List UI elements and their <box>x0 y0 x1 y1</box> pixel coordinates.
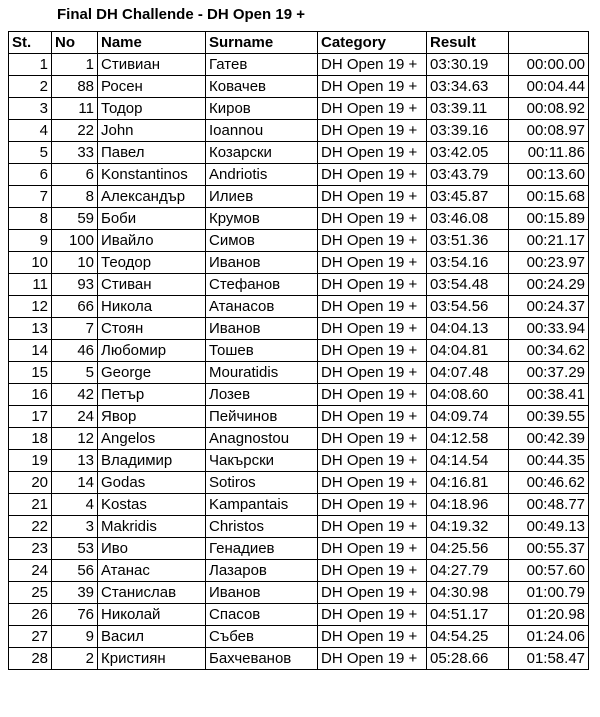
result-cell: 03:39.11 <box>427 98 509 120</box>
gap-cell: 00:13.60 <box>509 164 589 186</box>
gap-cell: 00:08.97 <box>509 120 589 142</box>
position-cell: 19 <box>9 450 52 472</box>
gap-cell: 01:00.79 <box>509 582 589 604</box>
category-cell: DH Open 19 + <box>318 274 427 296</box>
category-cell: DH Open 19 + <box>318 208 427 230</box>
gap-cell: 01:24.06 <box>509 626 589 648</box>
number-cell: 24 <box>52 406 98 428</box>
table-row <box>9 186 589 208</box>
gap-cell: 00:49.13 <box>509 516 589 538</box>
surname-cell: Козарски <box>206 142 318 164</box>
table-row <box>9 560 589 582</box>
name-cell: Стивиан <box>98 54 206 76</box>
surname-cell: Sotiros <box>206 472 318 494</box>
name-cell: George <box>98 362 206 384</box>
number-cell: 88 <box>52 76 98 98</box>
category-cell: DH Open 19 + <box>318 648 427 670</box>
position-cell: 22 <box>9 516 52 538</box>
position-cell: 23 <box>9 538 52 560</box>
surname-cell: Лазаров <box>206 560 318 582</box>
surname-cell: Симов <box>206 230 318 252</box>
category-cell: DH Open 19 + <box>318 362 427 384</box>
name-cell: Ивайло <box>98 230 206 252</box>
header-gap <box>509 32 589 54</box>
header-result: Result <box>427 32 509 54</box>
gap-cell: 00:24.29 <box>509 274 589 296</box>
surname-cell: Крумов <box>206 208 318 230</box>
position-cell: 17 <box>9 406 52 428</box>
table-row <box>9 604 589 626</box>
surname-cell: Илиев <box>206 186 318 208</box>
position-cell: 26 <box>9 604 52 626</box>
position-cell: 20 <box>9 472 52 494</box>
name-cell: Makridis <box>98 516 206 538</box>
name-cell: Явор <box>98 406 206 428</box>
name-cell: Боби <box>98 208 206 230</box>
name-cell: Владимир <box>98 450 206 472</box>
header-no: No <box>52 32 98 54</box>
number-cell: 10 <box>52 252 98 274</box>
gap-cell: 00:48.77 <box>509 494 589 516</box>
surname-cell: Стефанов <box>206 274 318 296</box>
header-name: Name <box>98 32 206 54</box>
table-row <box>9 252 589 274</box>
number-cell: 33 <box>52 142 98 164</box>
number-cell: 4 <box>52 494 98 516</box>
number-cell: 11 <box>52 98 98 120</box>
result-cell: 04:54.25 <box>427 626 509 648</box>
gap-cell: 00:39.55 <box>509 406 589 428</box>
gap-cell: 00:34.62 <box>509 340 589 362</box>
category-cell: DH Open 19 + <box>318 406 427 428</box>
position-cell: 24 <box>9 560 52 582</box>
surname-cell: Тошев <box>206 340 318 362</box>
category-cell: DH Open 19 + <box>318 384 427 406</box>
name-cell: Александър <box>98 186 206 208</box>
surname-cell: Чакърски <box>206 450 318 472</box>
category-cell: DH Open 19 + <box>318 560 427 582</box>
position-cell: 12 <box>9 296 52 318</box>
result-cell: 04:08.60 <box>427 384 509 406</box>
number-cell: 53 <box>52 538 98 560</box>
number-cell: 5 <box>52 362 98 384</box>
number-cell: 59 <box>52 208 98 230</box>
result-cell: 04:04.13 <box>427 318 509 340</box>
name-cell: Павел <box>98 142 206 164</box>
name-cell: Росен <box>98 76 206 98</box>
result-cell: 04:09.74 <box>427 406 509 428</box>
number-cell: 76 <box>52 604 98 626</box>
number-cell: 8 <box>52 186 98 208</box>
number-cell: 42 <box>52 384 98 406</box>
category-cell: DH Open 19 + <box>318 450 427 472</box>
name-cell: Никола <box>98 296 206 318</box>
surname-cell: Ioannou <box>206 120 318 142</box>
position-cell: 3 <box>9 98 52 120</box>
table-row <box>9 98 589 120</box>
gap-cell: 01:58.47 <box>509 648 589 670</box>
position-cell: 21 <box>9 494 52 516</box>
position-cell: 27 <box>9 626 52 648</box>
table-row <box>9 428 589 450</box>
category-cell: DH Open 19 + <box>318 538 427 560</box>
name-cell: Стиван <box>98 274 206 296</box>
number-cell: 66 <box>52 296 98 318</box>
result-cell: 04:12.58 <box>427 428 509 450</box>
table-row <box>9 472 589 494</box>
number-cell: 9 <box>52 626 98 648</box>
surname-cell: Mouratidis <box>206 362 318 384</box>
position-cell: 10 <box>9 252 52 274</box>
result-cell: 03:42.05 <box>427 142 509 164</box>
gap-cell: 00:11.86 <box>509 142 589 164</box>
gap-cell: 00:21.17 <box>509 230 589 252</box>
category-cell: DH Open 19 + <box>318 252 427 274</box>
category-cell: DH Open 19 + <box>318 54 427 76</box>
header-category: Category <box>318 32 427 54</box>
number-cell: 46 <box>52 340 98 362</box>
position-cell: 6 <box>9 164 52 186</box>
category-cell: DH Open 19 + <box>318 296 427 318</box>
surname-cell: Иванов <box>206 252 318 274</box>
result-cell: 04:27.79 <box>427 560 509 582</box>
number-cell: 56 <box>52 560 98 582</box>
number-cell: 93 <box>52 274 98 296</box>
category-cell: DH Open 19 + <box>318 428 427 450</box>
name-cell: Konstantinos <box>98 164 206 186</box>
name-cell: Иво <box>98 538 206 560</box>
number-cell: 14 <box>52 472 98 494</box>
gap-cell: 00:15.89 <box>509 208 589 230</box>
table-row <box>9 516 589 538</box>
number-cell: 7 <box>52 318 98 340</box>
position-cell: 15 <box>9 362 52 384</box>
table-row <box>9 230 589 252</box>
position-cell: 18 <box>9 428 52 450</box>
category-cell: DH Open 19 + <box>318 472 427 494</box>
gap-cell: 01:20.98 <box>509 604 589 626</box>
gap-cell: 00:08.92 <box>509 98 589 120</box>
category-cell: DH Open 19 + <box>318 186 427 208</box>
gap-cell: 00:04.44 <box>509 76 589 98</box>
surname-cell: Ковачев <box>206 76 318 98</box>
table-row <box>9 274 589 296</box>
position-cell: 2 <box>9 76 52 98</box>
name-cell: Теодор <box>98 252 206 274</box>
result-cell: 03:51.36 <box>427 230 509 252</box>
number-cell: 2 <box>52 648 98 670</box>
table-row <box>9 296 589 318</box>
surname-cell: Иванов <box>206 318 318 340</box>
gap-cell: 00:57.60 <box>509 560 589 582</box>
position-cell: 7 <box>9 186 52 208</box>
surname-cell: Генадиев <box>206 538 318 560</box>
surname-cell: Гатев <box>206 54 318 76</box>
surname-cell: Anagnostou <box>206 428 318 450</box>
surname-cell: Иванов <box>206 582 318 604</box>
name-cell: Петър <box>98 384 206 406</box>
table-row <box>9 340 589 362</box>
table-row <box>9 164 589 186</box>
number-cell: 1 <box>52 54 98 76</box>
table-row <box>9 626 589 648</box>
category-cell: DH Open 19 + <box>318 516 427 538</box>
surname-cell: Събев <box>206 626 318 648</box>
position-cell: 8 <box>9 208 52 230</box>
surname-cell: Пейчинов <box>206 406 318 428</box>
table-row <box>9 318 589 340</box>
gap-cell: 00:37.29 <box>509 362 589 384</box>
gap-cell: 00:44.35 <box>509 450 589 472</box>
name-cell: Godas <box>98 472 206 494</box>
name-cell: Кристиян <box>98 648 206 670</box>
number-cell: 100 <box>52 230 98 252</box>
result-cell: 03:34.63 <box>427 76 509 98</box>
surname-cell: Атанасов <box>206 296 318 318</box>
number-cell: 13 <box>52 450 98 472</box>
position-cell: 28 <box>9 648 52 670</box>
number-cell: 6 <box>52 164 98 186</box>
result-cell: 03:45.87 <box>427 186 509 208</box>
surname-cell: Бахчеванов <box>206 648 318 670</box>
category-cell: DH Open 19 + <box>318 582 427 604</box>
name-cell: Николай <box>98 604 206 626</box>
name-cell: Любомир <box>98 340 206 362</box>
table-row <box>9 208 589 230</box>
gap-cell: 00:55.37 <box>509 538 589 560</box>
table-row <box>9 582 589 604</box>
result-cell: 04:18.96 <box>427 494 509 516</box>
result-cell: 03:54.16 <box>427 252 509 274</box>
surname-cell: Andriotis <box>206 164 318 186</box>
surname-cell: Kampantais <box>206 494 318 516</box>
number-cell: 12 <box>52 428 98 450</box>
result-cell: 04:16.81 <box>427 472 509 494</box>
result-cell: 04:04.81 <box>427 340 509 362</box>
category-cell: DH Open 19 + <box>318 164 427 186</box>
gap-cell: 00:23.97 <box>509 252 589 274</box>
category-cell: DH Open 19 + <box>318 142 427 164</box>
result-cell: 04:07.48 <box>427 362 509 384</box>
position-cell: 5 <box>9 142 52 164</box>
gap-cell: 00:33.94 <box>509 318 589 340</box>
table-row <box>9 538 589 560</box>
result-cell: 05:28.66 <box>427 648 509 670</box>
position-cell: 9 <box>9 230 52 252</box>
gap-cell: 00:00.00 <box>509 54 589 76</box>
surname-cell: Christos <box>206 516 318 538</box>
result-cell: 03:46.08 <box>427 208 509 230</box>
surname-cell: Спасов <box>206 604 318 626</box>
category-cell: DH Open 19 + <box>318 626 427 648</box>
position-cell: 14 <box>9 340 52 362</box>
category-cell: DH Open 19 + <box>318 98 427 120</box>
name-cell: Стоян <box>98 318 206 340</box>
result-cell: 04:19.32 <box>427 516 509 538</box>
category-cell: DH Open 19 + <box>318 340 427 362</box>
category-cell: DH Open 19 + <box>318 76 427 98</box>
number-cell: 39 <box>52 582 98 604</box>
number-cell: 22 <box>52 120 98 142</box>
surname-cell: Лозев <box>206 384 318 406</box>
result-cell: 03:54.56 <box>427 296 509 318</box>
name-cell: Атанас <box>98 560 206 582</box>
name-cell: Angelos <box>98 428 206 450</box>
header-row <box>9 32 589 54</box>
category-cell: DH Open 19 + <box>318 494 427 516</box>
page-title: Final DH Challende - DH Open 19 + <box>57 6 305 23</box>
header-st: St. <box>9 32 52 54</box>
gap-cell: 00:42.39 <box>509 428 589 450</box>
table-row <box>9 76 589 98</box>
name-cell: John <box>98 120 206 142</box>
result-cell: 04:30.98 <box>427 582 509 604</box>
table-row <box>9 362 589 384</box>
surname-cell: Киров <box>206 98 318 120</box>
position-cell: 25 <box>9 582 52 604</box>
name-cell: Тодор <box>98 98 206 120</box>
position-cell: 11 <box>9 274 52 296</box>
name-cell: Kostas <box>98 494 206 516</box>
table-row <box>9 450 589 472</box>
category-cell: DH Open 19 + <box>318 230 427 252</box>
result-cell: 03:30.19 <box>427 54 509 76</box>
table-row <box>9 494 589 516</box>
number-cell: 3 <box>52 516 98 538</box>
table-row <box>9 406 589 428</box>
gap-cell: 00:24.37 <box>509 296 589 318</box>
table-row <box>9 142 589 164</box>
result-cell: 03:39.16 <box>427 120 509 142</box>
results-table <box>8 31 589 670</box>
category-cell: DH Open 19 + <box>318 604 427 626</box>
position-cell: 13 <box>9 318 52 340</box>
gap-cell: 00:15.68 <box>509 186 589 208</box>
table-row <box>9 648 589 670</box>
result-cell: 03:43.79 <box>427 164 509 186</box>
result-cell: 04:14.54 <box>427 450 509 472</box>
header-surname: Surname <box>206 32 318 54</box>
name-cell: Васил <box>98 626 206 648</box>
name-cell: Станислав <box>98 582 206 604</box>
category-cell: DH Open 19 + <box>318 318 427 340</box>
gap-cell: 00:46.62 <box>509 472 589 494</box>
result-cell: 03:54.48 <box>427 274 509 296</box>
table-row <box>9 384 589 406</box>
result-cell: 04:25.56 <box>427 538 509 560</box>
gap-cell: 00:38.41 <box>509 384 589 406</box>
position-cell: 16 <box>9 384 52 406</box>
table-row <box>9 54 589 76</box>
category-cell: DH Open 19 + <box>318 120 427 142</box>
result-cell: 04:51.17 <box>427 604 509 626</box>
position-cell: 4 <box>9 120 52 142</box>
position-cell: 1 <box>9 54 52 76</box>
table-row <box>9 120 589 142</box>
